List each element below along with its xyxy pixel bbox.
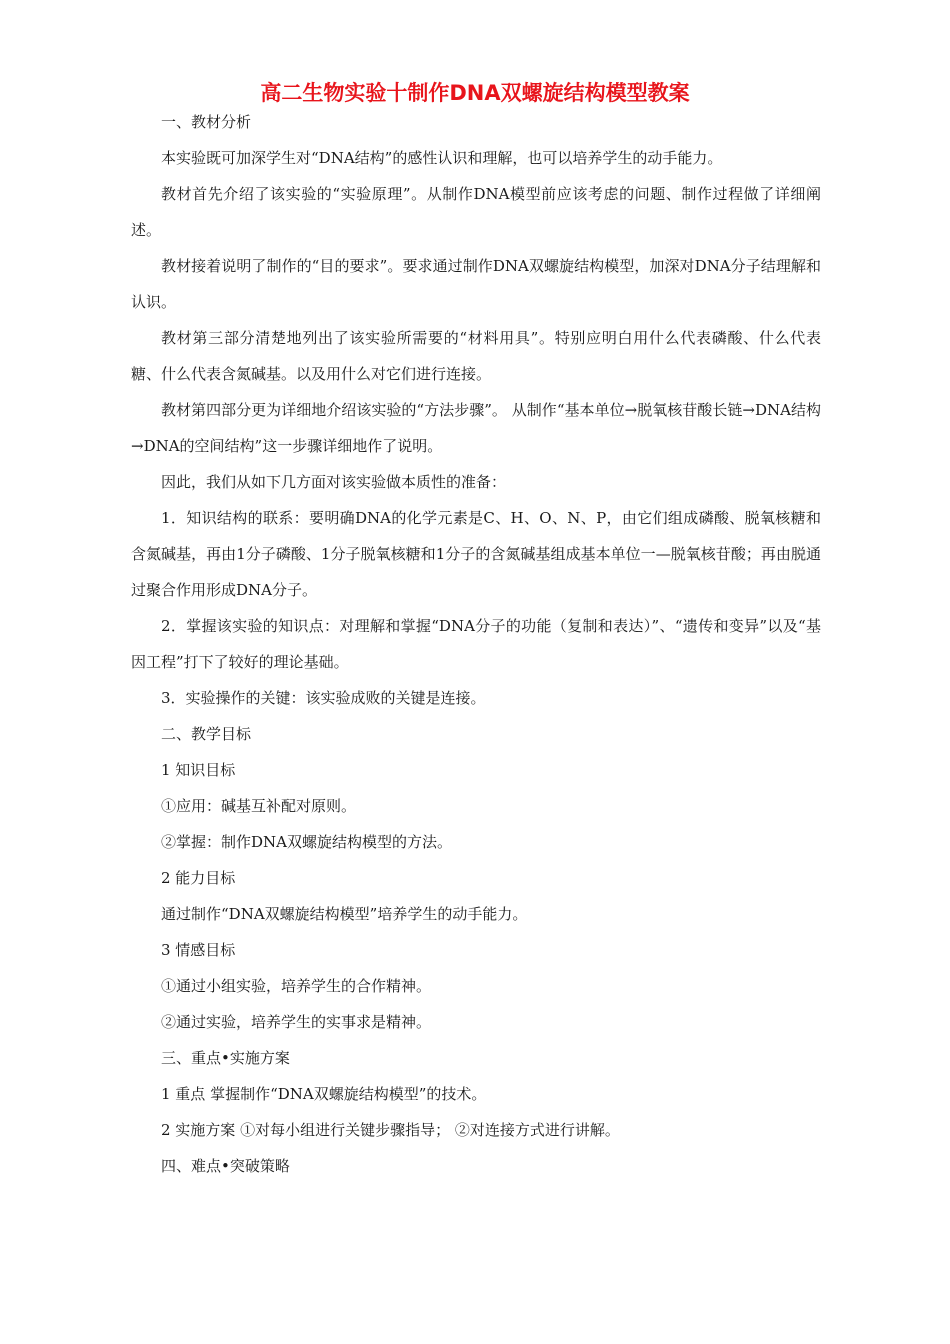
list-item: ②通过实验，培养学生的实事求是精神。 xyxy=(161,1013,432,1031)
paragraph: 教材接着说明了制作的“目的要求”。要求通过制作DNA双螺旋结构模型，加深对DNA分子结理解和认识。 xyxy=(131,257,821,311)
paragraph: 本实验既可加深学生对“DNA结构”的感性认识和理解，也可以培养学生的动手能力。 xyxy=(161,149,723,167)
list-item: 2 实施方案 ①对每小组进行关键步骤指导； ②对连接方式进行讲解。 xyxy=(161,1121,620,1139)
list-item: 1．知识结构的联系：要明确DNA的化学元素是C、H、O、N、P，由它们组成磷酸、脱氧核糖和含氮碱基，再由1分子磷酸、1分子脱氧核糖和1分子的含氮碱基组成基本单位一—脱氧核苷酸；再由脱通过聚合作用形成DNA分子。 xyxy=(131,509,821,599)
section-heading-2: 二、教学目标 xyxy=(161,725,252,743)
subheading: 1 知识目标 xyxy=(161,761,236,779)
paragraph: 因此，我们从如下几方面对该实验做本质性的准备： xyxy=(161,473,507,491)
section-heading-1: 一、教材分析 xyxy=(161,113,252,131)
list-item: 3．实验操作的关键：该实验成败的关键是连接。 xyxy=(161,689,486,707)
paragraph: 教材第三部分清楚地列出了该实验所需要的“材料用具”。特别应明白用什么代表磷酸、什么代表糖、什么代表含氮碱基。以及用什么对它们进行连接。 xyxy=(131,329,821,383)
list-item: ②掌握：制作DNA双螺旋结构模型的方法。 xyxy=(161,833,452,851)
list-item: 1 重点 掌握制作“DNA双螺旋结构模型”的技术。 xyxy=(161,1085,487,1103)
document-title: 高二生物实验十制作DNA双螺旋结构模型教案 xyxy=(260,81,690,105)
paragraph: 教材首先介绍了该实验的“实验原理”。从制作DNA模型前应该考虑的问题、制作过程做了详细阐述。 xyxy=(131,185,821,239)
section-heading-4: 四、难点•突破策略 xyxy=(161,1157,290,1175)
subheading: 2 能力目标 xyxy=(161,869,236,887)
list-item: ①通过小组实验，培养学生的合作精神。 xyxy=(161,977,432,995)
section-heading-3: 三、重点•实施方案 xyxy=(161,1049,290,1067)
paragraph: 通过制作“DNA双螺旋结构模型”培养学生的动手能力。 xyxy=(161,905,528,923)
paragraph: 教材第四部分更为详细地介绍该实验的“方法步骤”。 从制作“基本单位→脱氧核苷酸长链→DNA结构→DNA的空间结构”这一步骤详细地作了说明。 xyxy=(131,401,821,455)
list-item: 2．掌握该实验的知识点：对理解和掌握“DNA分子的功能（复制和表达）”、“遗传和变异”以及“基因工程”打下了较好的理论基础。 xyxy=(131,617,821,671)
list-item: ①应用：碱基互补配对原则。 xyxy=(161,797,357,815)
subheading: 3 情感目标 xyxy=(161,941,236,959)
document-body xyxy=(131,104,821,1184)
